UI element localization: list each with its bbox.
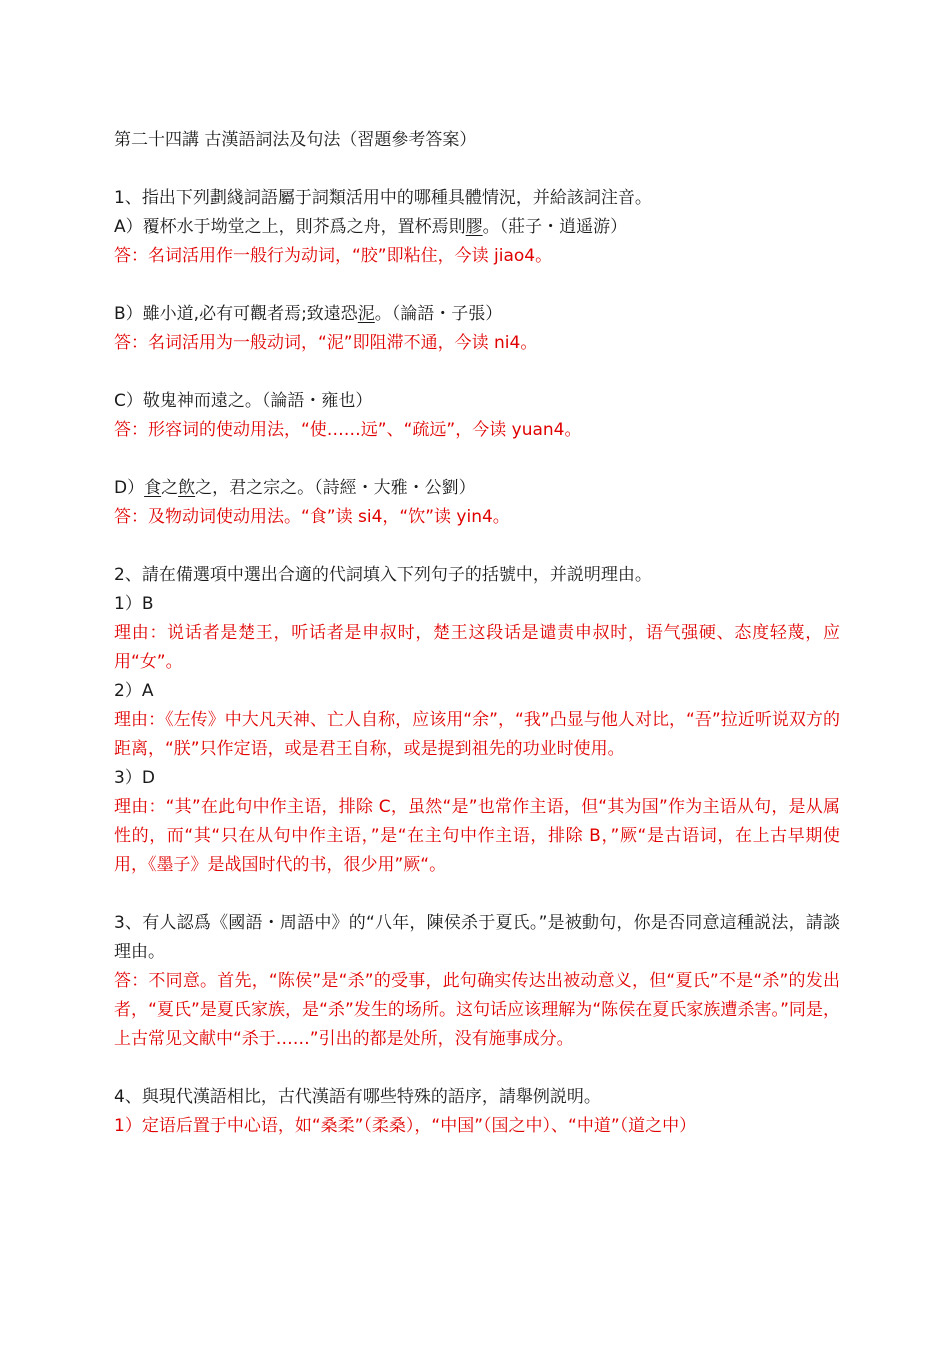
q1-d-underlined-word-2: 飲 (178, 478, 196, 498)
q3-prompt: 3、有人認爲《國語・周語中》的“八年，陳侯杀于夏氏。”是被動句，你是否同意這種説法，請談理由。 (114, 913, 840, 962)
q1-d-pre: D） (114, 478, 145, 498)
q1-d-answer: 答：及物动词使动用法。“食”读 si4，“饮”读 yin4。 (114, 507, 510, 527)
q1-a-post: 。（莊子・逍遥游） (482, 217, 628, 237)
q1-a-pre: A）覆杯水于坳堂之上，則芥爲之舟，置杯焉則 (114, 217, 466, 237)
q2-item-label: 3）D (114, 768, 155, 788)
q3-answer: 答：不同意。首先，“陈侯”是“杀”的受事，此句确实传达出被动意义，但“夏氏”不是“杀”的发出者，“夏氏”是夏氏家族，是“杀”发生的场所。这句话应该理解为“陈侯在夏氏家族遭杀害。”同是，上古常见文献中“杀于……”引出的都是处所，没有施事成分。 (114, 971, 840, 1049)
q4-answer: 1）定语后置于中心语，如“桑柔”（柔桑），“中国”（国之中）、“中道”（道之中） (114, 1116, 697, 1136)
q1-prompt: 1、指出下列劃綫詞語屬于詞類活用中的哪種具體情況，并給該詞注音。 (114, 188, 652, 208)
q1-b-underlined-word: 泥 (357, 304, 375, 324)
q1-a-underlined-word: 膠 (465, 217, 483, 237)
q2-item-reason: 理由：“其”在此句中作主语，排除 C，虽然“是”也常作主语，但“其为国”作为主语从句，是从属性的，而“其“只在从句中作主语，”是“在主句中作主语，排除 B，”厥“是古语词，在上古早期使用，《墨子》是战国时代的书，很少用”厥“。 (114, 797, 840, 875)
q1-d-mid: 之 (161, 478, 179, 498)
q1-d-underlined-word-1: 食 (144, 478, 162, 498)
q1-b-pre: B）雖小道,必有可觀者焉;致遠恐 (114, 304, 358, 324)
q2-item-reason: 理由：《左传》中大凡天神、亡人自称，应该用“余”，“我”凸显与他人对比，“吾”拉近听说双方的距离，“朕”只作定语，或是君王自称，或是提到祖先的功业时使用。 (114, 710, 840, 759)
q2-item-label: 1）B (114, 594, 154, 614)
q2-item-reason: 理由：说话者是楚王，听话者是申叔时，楚王这段话是谴责申叔时，语气强硬、态度轻蔑，应用“女”。 (114, 623, 840, 672)
q4-prompt: 4、與現代漢語相比，古代漢語有哪些特殊的語序，請舉例説明。 (114, 1087, 601, 1107)
q1-b-answer: 答：名词活用为一般动词，“泥”即阻滞不通，今读 ni4。 (114, 333, 538, 353)
q1-d-text (114, 474, 840, 503)
q1-b-post: 。（論語・子張） (374, 304, 503, 324)
q1-a-text (114, 213, 840, 242)
document-page (114, 126, 840, 1141)
q1-a-answer: 答：名词活用作一般行为动词，“胶”即粘住，今读 jiao4。 (114, 246, 553, 266)
q1-c-text: C）敬鬼神而遠之。（論語・雍也） (114, 391, 373, 411)
q1-b-text (114, 300, 840, 329)
q2-prompt: 2、請在備選項中選出合適的代詞填入下列句子的括號中，并説明理由。 (114, 565, 652, 585)
q1-c-answer: 答：形容词的使动用法，“使……远”、“疏远”，今读 yuan4。 (114, 420, 582, 440)
q2-item-label: 2）A (114, 681, 154, 701)
page-title: 第二十四講 古漢語詞法及句法（習題參考答案） (114, 130, 477, 150)
q1-d-post: 之，君之宗之。（詩經・大雅・公劉） (195, 478, 476, 498)
